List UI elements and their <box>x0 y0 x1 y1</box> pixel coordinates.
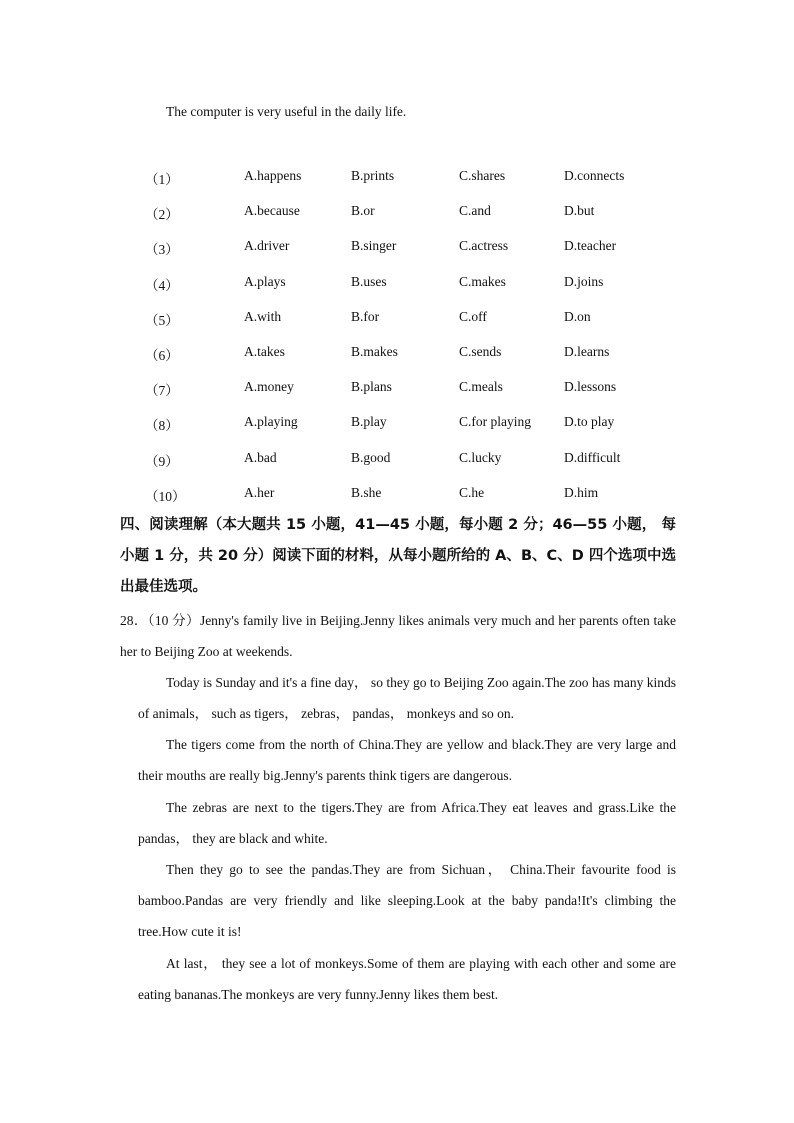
option-a: A.money <box>244 379 294 394</box>
question-label: 28．（10 分） <box>120 613 200 628</box>
option-d: D.learns <box>564 344 610 359</box>
option-b: B.for <box>351 309 380 324</box>
option-d: D.teacher <box>564 238 617 253</box>
option-c: C.actress <box>459 238 509 253</box>
option-d: D.lessons <box>564 379 617 394</box>
option-d: D.connects <box>564 168 625 183</box>
option-a: A.driver <box>244 238 290 253</box>
option-a: A.takes <box>244 344 285 359</box>
question-first-paragraph <box>120 605 676 667</box>
option-d: D.difficult <box>564 450 621 465</box>
passage-paragraph: The tigers come from the north of China.They are yellow and black.They are very large and their mouths are really big.Jenny's parents think tigers are dangerous. <box>138 737 676 783</box>
option-b: B.makes <box>351 344 398 359</box>
option-row <box>0 379 794 399</box>
option-a: A.playing <box>244 414 298 429</box>
option-d: D.but <box>564 203 595 218</box>
option-b: B.plans <box>351 379 392 394</box>
option-a: A.plays <box>244 274 286 289</box>
passage-paragraph: Today is Sunday and it's a fine day， so they go to Beijing Zoo again.The zoo has many kinds of animals， such as tigers， zebras， pandas， monkeys and so on. <box>138 675 676 721</box>
option-d: D.him <box>564 485 599 500</box>
option-a: A.because <box>244 203 300 218</box>
option-a: A.bad <box>244 450 277 465</box>
passage-paragraph: At last， they see a lot of monkeys.Some of them are playing with each other and some are eating bananas.The monkeys are very funny.Jenny likes them best. <box>138 956 676 1002</box>
option-number: （3） <box>145 242 179 257</box>
option-b: B.uses <box>351 274 387 289</box>
option-b: B.she <box>351 485 382 500</box>
option-number: （7） <box>145 383 179 398</box>
option-b: B.or <box>351 203 375 218</box>
option-b: B.prints <box>351 168 395 183</box>
option-row <box>0 450 794 470</box>
option-a: A.her <box>244 485 275 500</box>
option-d: D.on <box>564 309 591 324</box>
option-row <box>0 414 794 434</box>
section-heading: 四、阅读理解（本大题共 15 小题，41—45 小题，每小题 2 分；46—55 小题， 每小题 1 分，共 20 分）阅读下面的材料，从每小题所给的 A、B、C、D 四个选项中选出最佳选项。 <box>120 517 676 595</box>
option-row <box>0 309 794 329</box>
option-c: C.sends <box>459 344 502 359</box>
intro-sentence: The computer is very useful in the daily life. <box>166 104 407 119</box>
option-number: （10） <box>145 489 186 504</box>
option-c: C.he <box>459 485 485 500</box>
option-row <box>0 344 794 364</box>
option-d: D.joins <box>564 274 604 289</box>
option-number: （1） <box>145 172 179 187</box>
option-c: C.for playing <box>459 414 531 429</box>
option-number: （6） <box>145 348 179 363</box>
option-b: B.good <box>351 450 391 465</box>
option-c: C.makes <box>459 274 506 289</box>
option-number: （4） <box>145 278 179 293</box>
option-number: （2） <box>145 207 179 222</box>
option-c: C.and <box>459 203 491 218</box>
option-d: D.to play <box>564 414 615 429</box>
option-a: A.with <box>244 309 282 324</box>
option-a: A.happens <box>244 168 302 183</box>
option-row <box>0 274 794 294</box>
option-row <box>0 238 794 258</box>
passage-paragraph: The zebras are next to the tigers.They are from Africa.They eat leaves and grass.Like the pandas， they are black and white. <box>138 800 676 846</box>
option-c: C.shares <box>459 168 506 183</box>
option-row <box>0 203 794 223</box>
option-c: C.off <box>459 309 487 324</box>
question-text: Jenny's family live in Beijing.Jenny likes animals very much and her parents often take her to Beijing Zoo at weekends. <box>120 613 676 659</box>
option-b: B.singer <box>351 238 397 253</box>
option-row <box>0 485 794 505</box>
option-row <box>0 168 794 188</box>
option-c: C.lucky <box>459 450 502 465</box>
option-number: （9） <box>145 454 179 469</box>
option-b: B.play <box>351 414 387 429</box>
option-number: （5） <box>145 313 179 328</box>
option-c: C.meals <box>459 379 503 394</box>
passage-paragraph: Then they go to see the pandas.They are from Sichuan， China.Their favourite food is bamboo.Pandas are very friendly and like sleeping.Look at the baby panda!It's climbing the tree.How cute it is! <box>138 862 676 939</box>
option-number: （8） <box>145 418 179 433</box>
